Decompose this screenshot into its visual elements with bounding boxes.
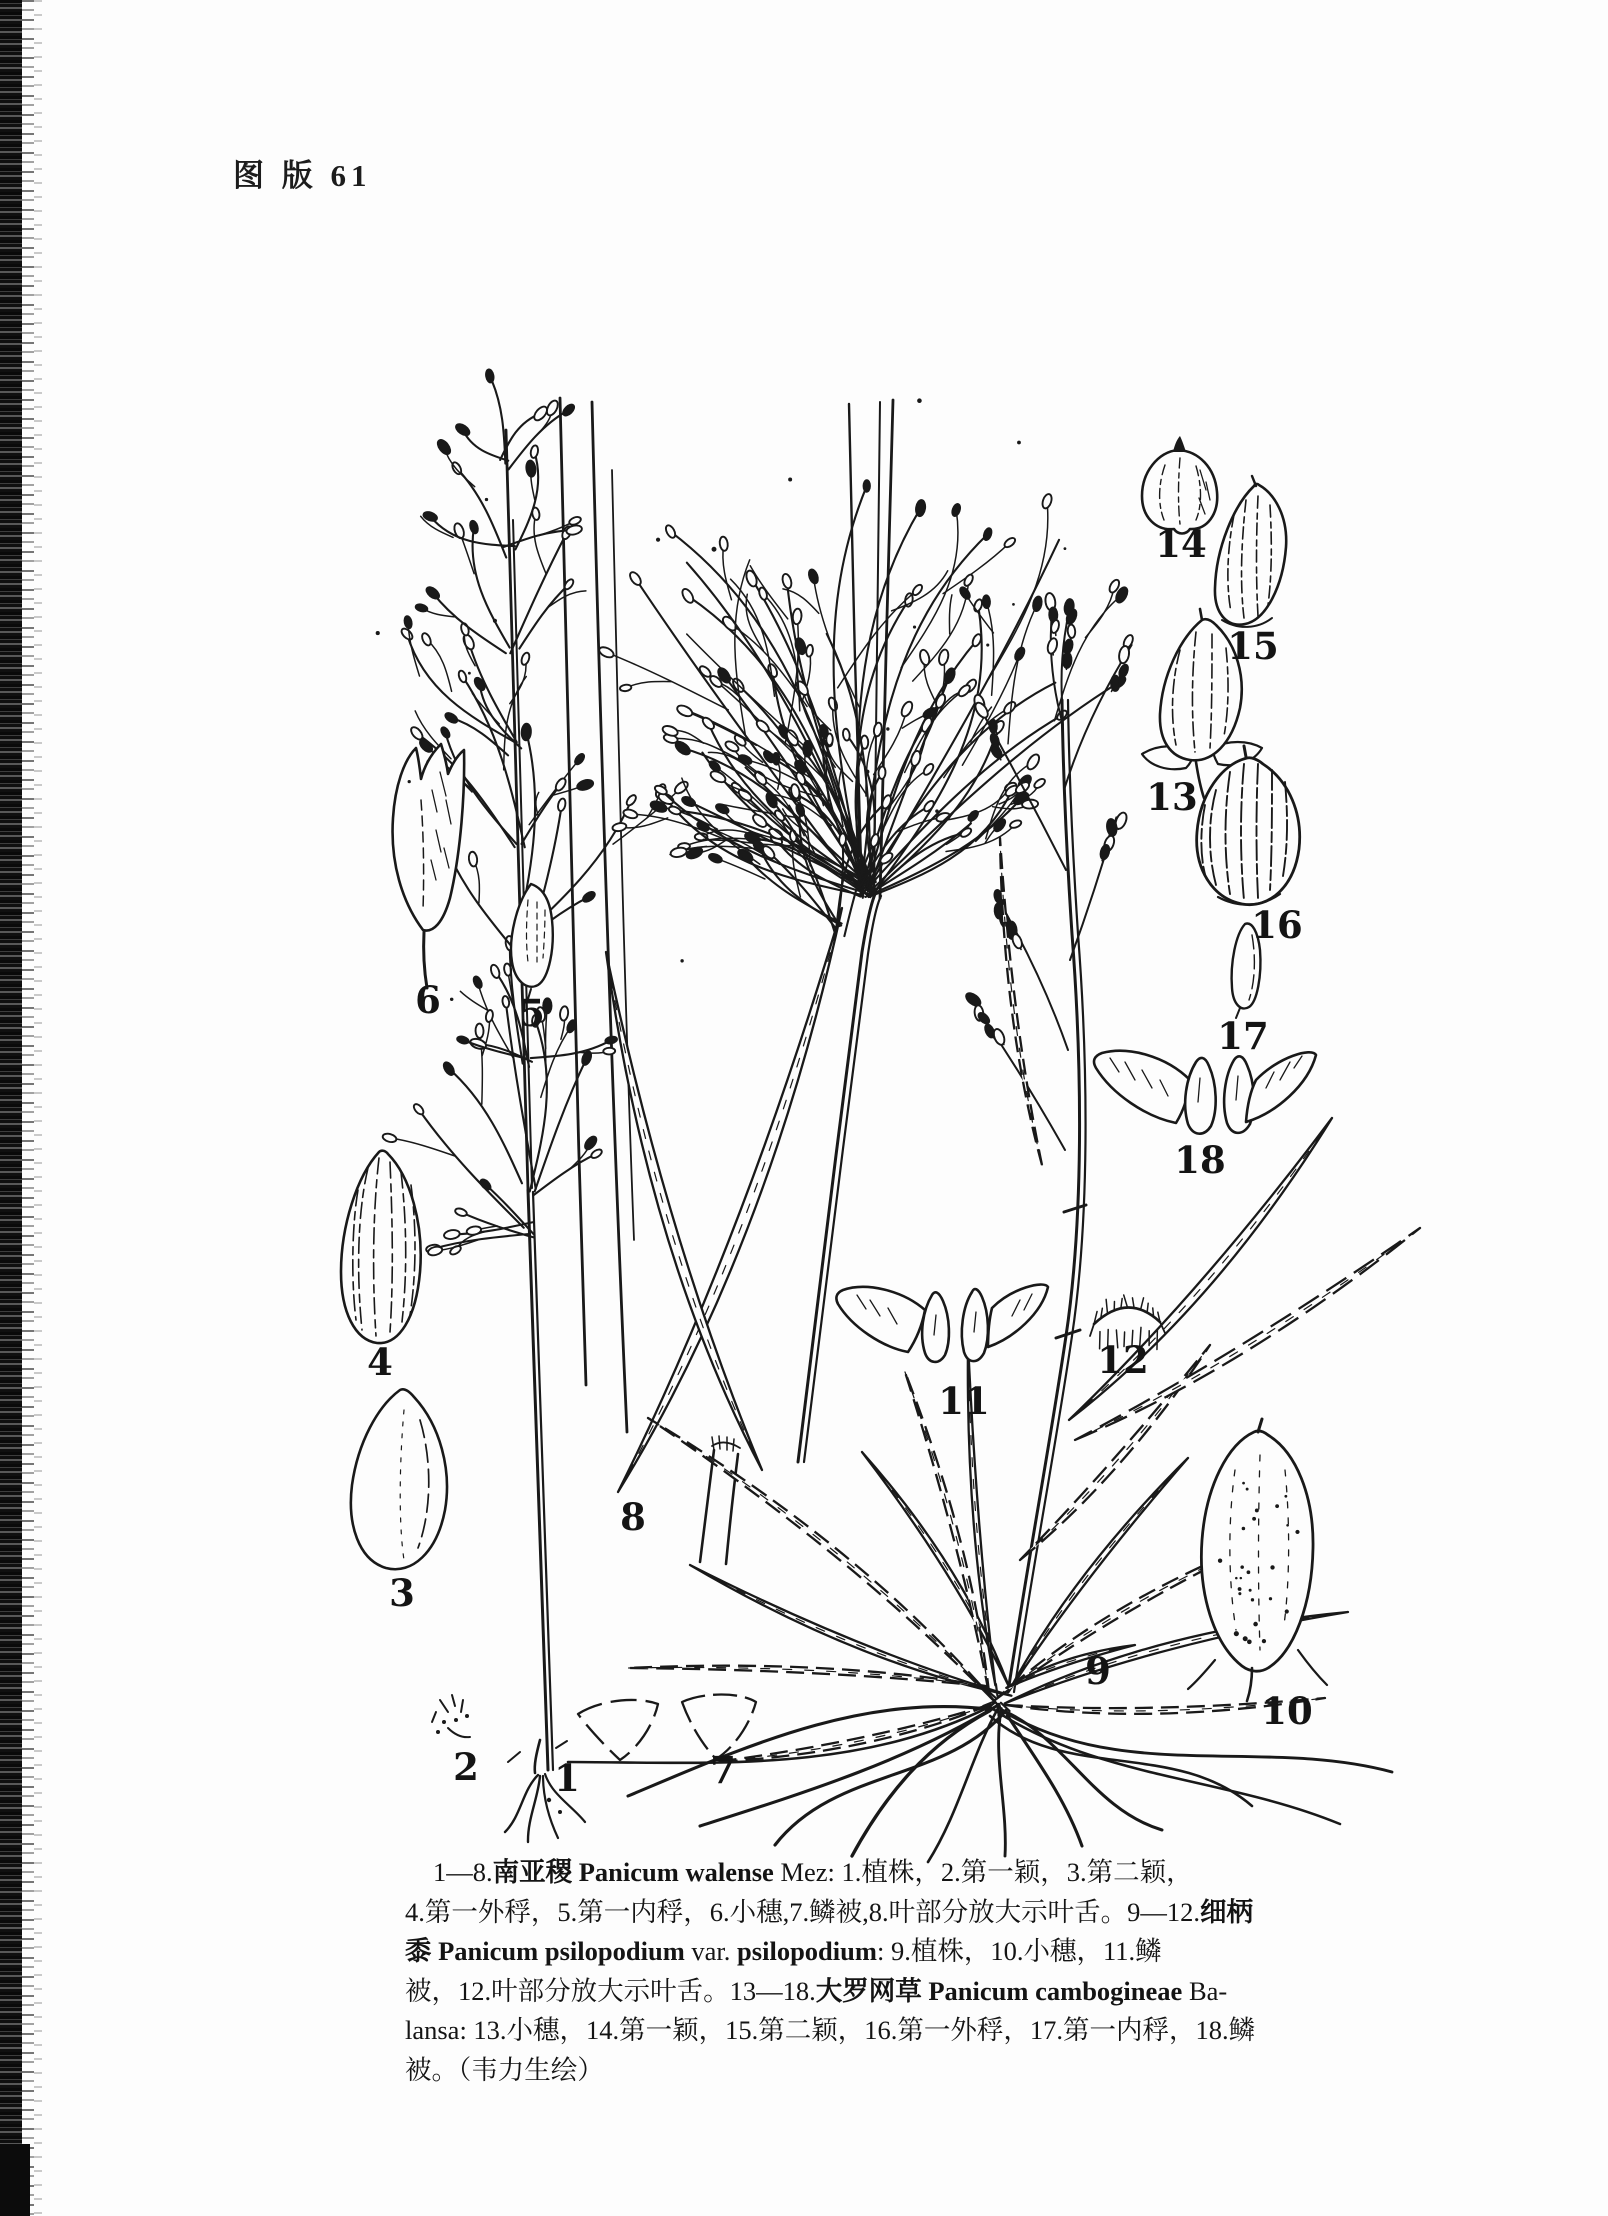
plate-label: 图 版 61 <box>233 158 372 193</box>
figure-label-10: 10 <box>1261 1689 1313 1733</box>
caption-line: 1—8.南亚稷 Panicum walense Mez: 1.植株，2.第一颖，3.第二颖， <box>433 1857 1193 1887</box>
caption <box>405 1853 1285 2090</box>
figure-label-2: 2 <box>453 1745 479 1789</box>
caption-line: 被，12.叶部分放大示叶舌。13—18.大罗网草 Panicum cambogineae Ba- <box>405 1975 1228 2006</box>
figure-label-14: 14 <box>1155 522 1207 566</box>
figure-label-9: 9 <box>1085 1649 1111 1693</box>
figure-label-17: 17 <box>1217 1014 1269 1058</box>
caption-line: 4.第一外稃，5.第一内稃，6.小穗,7.鳞被,8.叶部分放大示叶舌。9—12.细柄 <box>405 1896 1253 1927</box>
caption-line: lansa: 13.小穗，14.第一颖，15.第二颖，16.第一外稃，17.第一内稃，18.鳞 <box>405 2015 1256 2045</box>
figure-label-5: 5 <box>519 991 545 1035</box>
figure-label-1: 1 <box>554 1756 580 1800</box>
figure-label-12: 12 <box>1097 1338 1149 1382</box>
figure-label-15: 15 <box>1227 624 1279 668</box>
figure-label-16: 16 <box>1251 903 1303 947</box>
figure-label-4: 4 <box>367 1340 393 1384</box>
figure-label-13: 13 <box>1146 775 1198 819</box>
caption-line: 黍 Panicum psilopodium var. psilopodium: 9.植株，10.小穗，11.鳞 <box>405 1936 1162 1966</box>
figure-label-7: 7 <box>710 1748 736 1792</box>
figure-label-3: 3 <box>389 1571 415 1615</box>
figure-label-8: 8 <box>620 1495 646 1539</box>
figure-label-6: 6 <box>415 978 441 1022</box>
figure-label-11: 11 <box>938 1379 990 1423</box>
figure-label-18: 18 <box>1174 1138 1226 1182</box>
caption-line: 被。（韦力生绘） <box>405 2054 604 2085</box>
